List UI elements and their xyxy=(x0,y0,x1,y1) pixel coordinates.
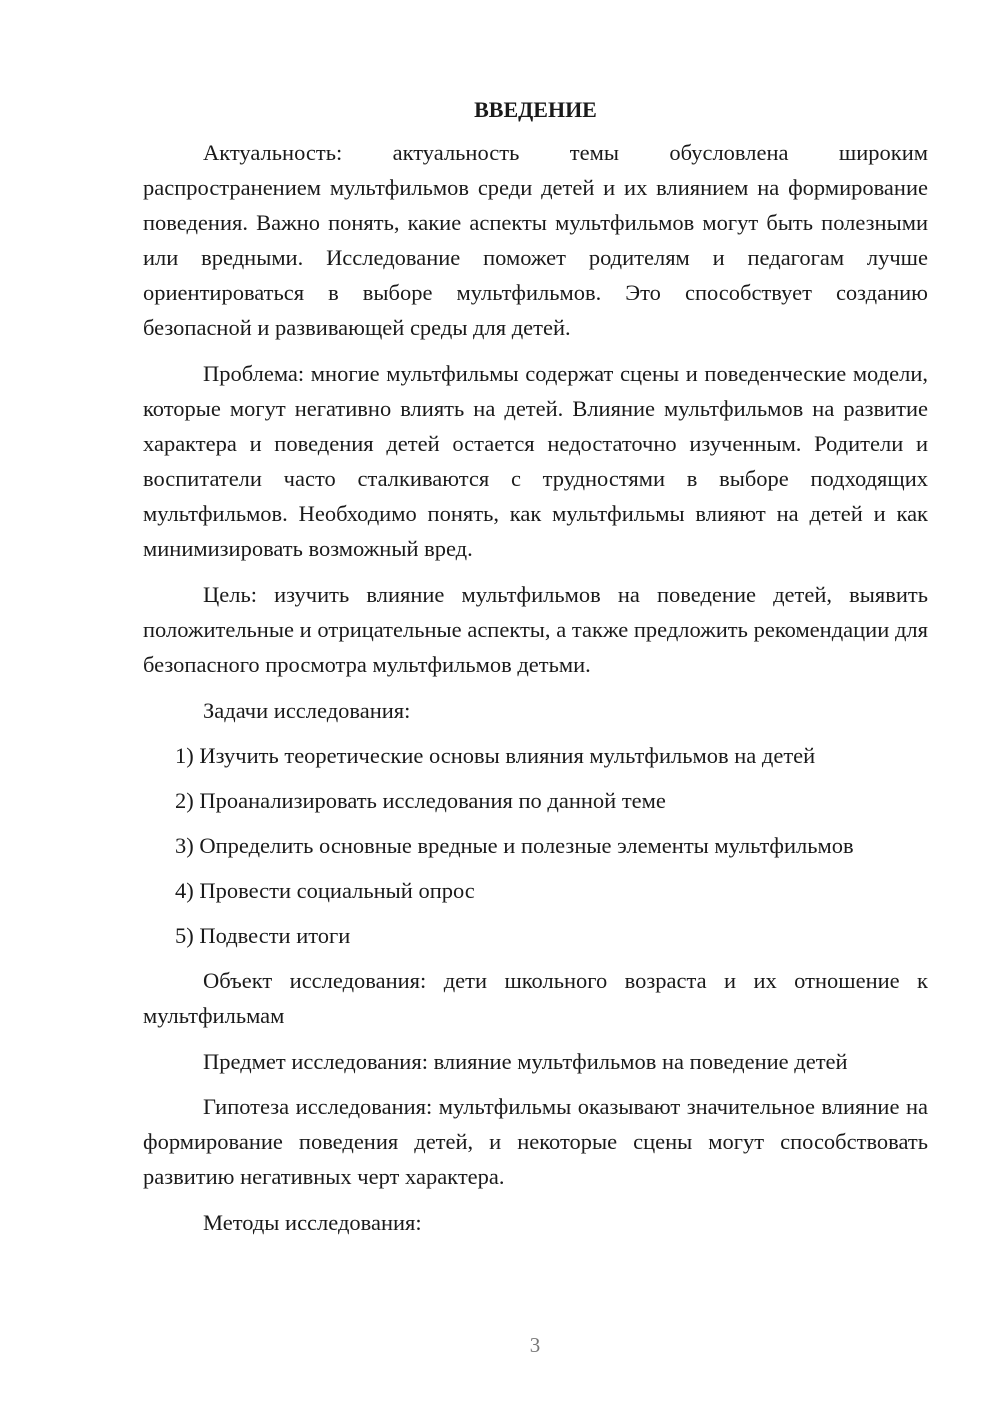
task-item: 5) Подвести итоги xyxy=(175,923,351,948)
task-item: 3) Определить основные вредные и полезные элементы мультфильмов xyxy=(175,833,854,858)
task-item: 4) Провести социальный опрос xyxy=(175,878,475,903)
page-number: 3 xyxy=(529,1333,541,1357)
hypothesis-paragraph: Гипотеза исследования: мультфильмы оказывают значительное влияние на формирование поведения детей, и некоторые сцены могут способствовать развитию негативных черт характера. xyxy=(143,1094,928,1189)
task-item: 2) Проанализировать исследования по данной теме xyxy=(175,788,666,813)
goal-paragraph: Цель: изучить влияние мультфильмов на поведение детей, выявить положительные и отрицательные аспекты, а также предложить рекомендации для безопасного просмотра мультфильмов детьми. xyxy=(143,582,928,677)
relevance-paragraph: Актуальность: актуальность темы обусловлена широким распространением мультфильмов среди детей и их влиянием на формирование поведения. Важно понять, какие аспекты мультфильмов могут быть полезными или вредными. Исследование поможет родителям и педагогам лучше ориентироваться в выборе мультфильмов. Это способствует созданию безопасной и развивающей среды для детей. xyxy=(143,140,928,340)
task-item: 1) Изучить теоретические основы влияния мультфильмов на детей xyxy=(175,743,816,768)
tasks-heading: Задачи исследования: xyxy=(203,698,411,723)
problem-paragraph: Проблема: многие мультфильмы содержат сцены и поведенческие модели, которые могут негативно влиять на детей. Влияние мультфильмов на развитие характера и поведения детей остается недостаточно изученным. Родители и воспитатели часто сталкиваются с трудностями в выборе подходящих мультфильмов. Необходимо понять, как мультфильмы влияют на детей и как минимизировать возможный вред. xyxy=(143,361,928,561)
subject-paragraph: Предмет исследования: влияние мультфильмов на поведение детей xyxy=(203,1049,848,1074)
tasks-list xyxy=(143,738,928,953)
section-title: ВВЕДЕНИЕ xyxy=(474,97,597,122)
methods-heading: Методы исследования: xyxy=(203,1210,422,1235)
page-content xyxy=(143,94,928,1250)
object-paragraph: Объект исследования: дети школьного возраста и их отношение к мультфильмам xyxy=(143,968,928,1028)
